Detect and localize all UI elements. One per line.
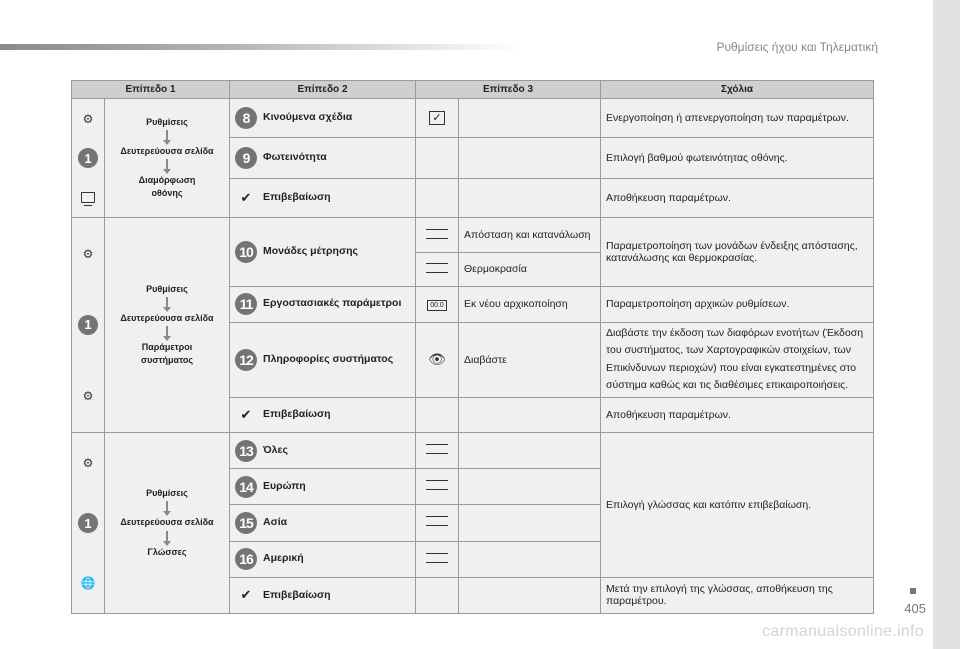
level3-text-cell bbox=[459, 469, 601, 505]
check-icon: ✔ bbox=[240, 406, 252, 422]
table-row bbox=[72, 433, 874, 469]
level2-cell bbox=[230, 322, 416, 397]
comment-cell: Αποθήκευση παραμέτρων. bbox=[601, 178, 874, 217]
section2-level1-path bbox=[105, 218, 230, 433]
level3-icon-cell bbox=[416, 322, 459, 397]
level3-icon-cell bbox=[416, 178, 459, 217]
level2-cell bbox=[230, 505, 416, 541]
level3-icon-cell bbox=[416, 505, 459, 541]
system-settings-icon: ⚙ bbox=[82, 389, 94, 404]
step-badge-15: 15 bbox=[235, 512, 257, 534]
section3-level1-icons bbox=[72, 433, 105, 614]
level2-label-system-info: Πληροφορίες συστήματος bbox=[263, 352, 394, 365]
col-header-level3: Επίπεδο 3 bbox=[416, 81, 601, 99]
comment-cell: Παραμετροποίηση αρχικών ρυθμίσεων. bbox=[601, 286, 874, 322]
watermark: carmanualsonline.info bbox=[762, 623, 924, 640]
level3-text-cell bbox=[459, 541, 601, 577]
dash-icon bbox=[426, 229, 448, 239]
arrow-down-icon bbox=[166, 501, 168, 511]
step-badge-1: 1 bbox=[78, 513, 98, 533]
level2-cell bbox=[230, 469, 416, 505]
level3-text-cell bbox=[459, 138, 601, 178]
level3-text-distance: Απόσταση και κατανάλωση bbox=[459, 218, 601, 253]
level3-text-cell bbox=[459, 397, 601, 432]
level2-cell bbox=[230, 218, 416, 287]
display-screen-icon bbox=[81, 192, 95, 203]
level2-label-europe: Ευρώπη bbox=[263, 479, 306, 492]
level3-icon-cell bbox=[416, 286, 459, 322]
page-side-margin bbox=[933, 0, 960, 649]
level3-icon-cell bbox=[416, 397, 459, 432]
level3-text-cell bbox=[459, 178, 601, 217]
col-header-level2: Επίπεδο 2 bbox=[230, 81, 416, 99]
level3-icon-cell bbox=[416, 541, 459, 577]
level2-label-factory: Εργοστασιακές παράμετροι bbox=[263, 297, 402, 310]
path-settings: Ρυθμίσεις bbox=[146, 116, 188, 127]
table-row bbox=[72, 99, 874, 138]
level3-icon-cell bbox=[416, 253, 459, 286]
settings-gear-icon: ⚙ bbox=[82, 246, 94, 261]
table-row bbox=[72, 218, 874, 253]
level3-icon-cell bbox=[416, 469, 459, 505]
step-badge-1: 1 bbox=[78, 315, 98, 335]
path-languages: Γλώσσες bbox=[147, 546, 187, 557]
level2-label-america: Αμερική bbox=[263, 552, 304, 565]
level2-cell bbox=[230, 286, 416, 322]
comment-cell: Παραμετροποίηση των μονάδων ένδειξης απόστασης, κατανάλωσης και θερμοκρασίας. bbox=[601, 218, 874, 287]
page-number: 405 bbox=[904, 601, 926, 616]
dash-icon bbox=[426, 480, 448, 490]
comment-cell: Μετά την επιλογή της γλώσσας, αποθήκευση της παραμέτρου. bbox=[601, 577, 874, 613]
step-badge-8: 8 bbox=[235, 107, 257, 129]
col-header-level1: Επίπεδο 1 bbox=[72, 81, 230, 99]
path-subpage: Δευτερεύουσα σελίδα bbox=[120, 517, 214, 528]
level3-text-cell bbox=[459, 577, 601, 613]
step-badge-10: 10 bbox=[235, 241, 257, 263]
level3-icon-cell bbox=[416, 433, 459, 469]
level2-label-confirm: Επιβεβαίωση bbox=[263, 407, 331, 420]
level3-text-cell bbox=[459, 433, 601, 469]
path-display-config: Διαμόρφωση οθόνης bbox=[138, 175, 196, 199]
language-icon: 🌐 bbox=[80, 576, 96, 590]
comment-cell: Επιλογή γλώσσας και κατόπιν επιβεβαίωση. bbox=[601, 433, 874, 578]
step-badge-1: 1 bbox=[78, 148, 98, 168]
path-subpage: Δευτερεύουσα σελίδα bbox=[120, 145, 214, 156]
step-badge-12: 12 bbox=[235, 349, 257, 371]
level3-text-cell bbox=[459, 99, 601, 138]
path-subpage: Δευτερεύουσα σελίδα bbox=[120, 312, 214, 323]
level2-label-all: Όλες bbox=[263, 443, 288, 456]
check-icon: ✔ bbox=[240, 189, 252, 205]
path-system-params: Παράμετροι συστήματος bbox=[140, 342, 194, 366]
section1-level1-icons bbox=[72, 99, 105, 218]
dash-icon bbox=[426, 263, 448, 273]
comment-cell: Αποθήκευση παραμέτρων. bbox=[601, 397, 874, 432]
level2-cell bbox=[230, 99, 416, 138]
top-decorative-bar bbox=[0, 44, 520, 50]
settings-table bbox=[71, 80, 874, 614]
level2-cell bbox=[230, 541, 416, 577]
eye-icon: 👁 bbox=[428, 351, 446, 368]
level2-cell bbox=[230, 178, 416, 217]
reset-icon: 00.0 bbox=[427, 300, 447, 311]
path-settings: Ρυθμίσεις bbox=[146, 488, 188, 499]
table-header-row bbox=[72, 81, 874, 99]
level3-icon-cell bbox=[416, 218, 459, 253]
check-icon: ✔ bbox=[240, 587, 252, 603]
level3-text-temperature: Θερμοκρασία bbox=[459, 253, 601, 286]
level2-cell bbox=[230, 433, 416, 469]
level3-text-reset: Εκ νέου αρχικοποίηση bbox=[459, 286, 601, 322]
page-marker bbox=[910, 588, 916, 594]
level2-cell bbox=[230, 138, 416, 178]
section2-level1-icons bbox=[72, 218, 105, 433]
arrow-down-icon bbox=[166, 531, 168, 541]
level2-label-confirm: Επιβεβαίωση bbox=[263, 190, 331, 203]
level2-label-asia: Ασία bbox=[263, 516, 288, 529]
level2-label-units: Μονάδες μέτρησης bbox=[263, 244, 358, 257]
step-badge-16: 16 bbox=[235, 548, 257, 570]
page-header-title: Ρυθμίσεις ήχου και Τηλεματική bbox=[716, 40, 878, 54]
arrow-down-icon bbox=[166, 159, 168, 169]
level3-icon-cell bbox=[416, 577, 459, 613]
level2-label-animations: Κινούμενα σχέδια bbox=[263, 111, 353, 124]
level2-label-brightness: Φωτεινότητα bbox=[263, 151, 327, 164]
arrow-down-icon bbox=[166, 297, 168, 307]
level3-icon-cell bbox=[416, 138, 459, 178]
comment-cell: Διαβάστε την έκδοση των διαφόρων ενοτήτων (Έκδοση του συστήματος, των Χαρτογραφικών στοιχείων, των Επικίνδυνων περιοχών) που είναι εγκατεστημένες στο σύστημα καθώς και τις διαθέσιμες επικαιροποιήσεις. bbox=[601, 322, 874, 397]
dash-icon bbox=[426, 444, 448, 454]
path-settings: Ρυθμίσεις bbox=[146, 283, 188, 294]
step-badge-13: 13 bbox=[235, 440, 257, 462]
comment-cell: Ενεργοποίηση ή απενεργοποίηση των παραμέτρων. bbox=[601, 99, 874, 138]
level3-icon-cell bbox=[416, 99, 459, 138]
arrow-down-icon bbox=[166, 326, 168, 336]
dash-icon bbox=[426, 516, 448, 526]
step-badge-9: 9 bbox=[235, 147, 257, 169]
settings-gear-icon: ⚙ bbox=[82, 111, 94, 126]
section3-level1-path bbox=[105, 433, 230, 614]
comment-cell: Επιλογή βαθμού φωτεινότητας οθόνης. bbox=[601, 138, 874, 178]
level2-label-confirm: Επιβεβαίωση bbox=[263, 588, 331, 601]
level3-text-cell bbox=[459, 505, 601, 541]
section1-level1-path bbox=[105, 99, 230, 218]
checkbox-icon: ✓ bbox=[429, 111, 444, 125]
level2-cell bbox=[230, 397, 416, 432]
settings-gear-icon: ⚙ bbox=[82, 456, 94, 470]
step-badge-14: 14 bbox=[235, 476, 257, 498]
level2-cell bbox=[230, 577, 416, 613]
dash-icon bbox=[426, 553, 448, 563]
arrow-down-icon bbox=[166, 130, 168, 140]
step-badge-11: 11 bbox=[235, 293, 257, 315]
level3-text-read: Διαβάστε bbox=[459, 322, 601, 397]
col-header-comments: Σχόλια bbox=[601, 81, 874, 99]
